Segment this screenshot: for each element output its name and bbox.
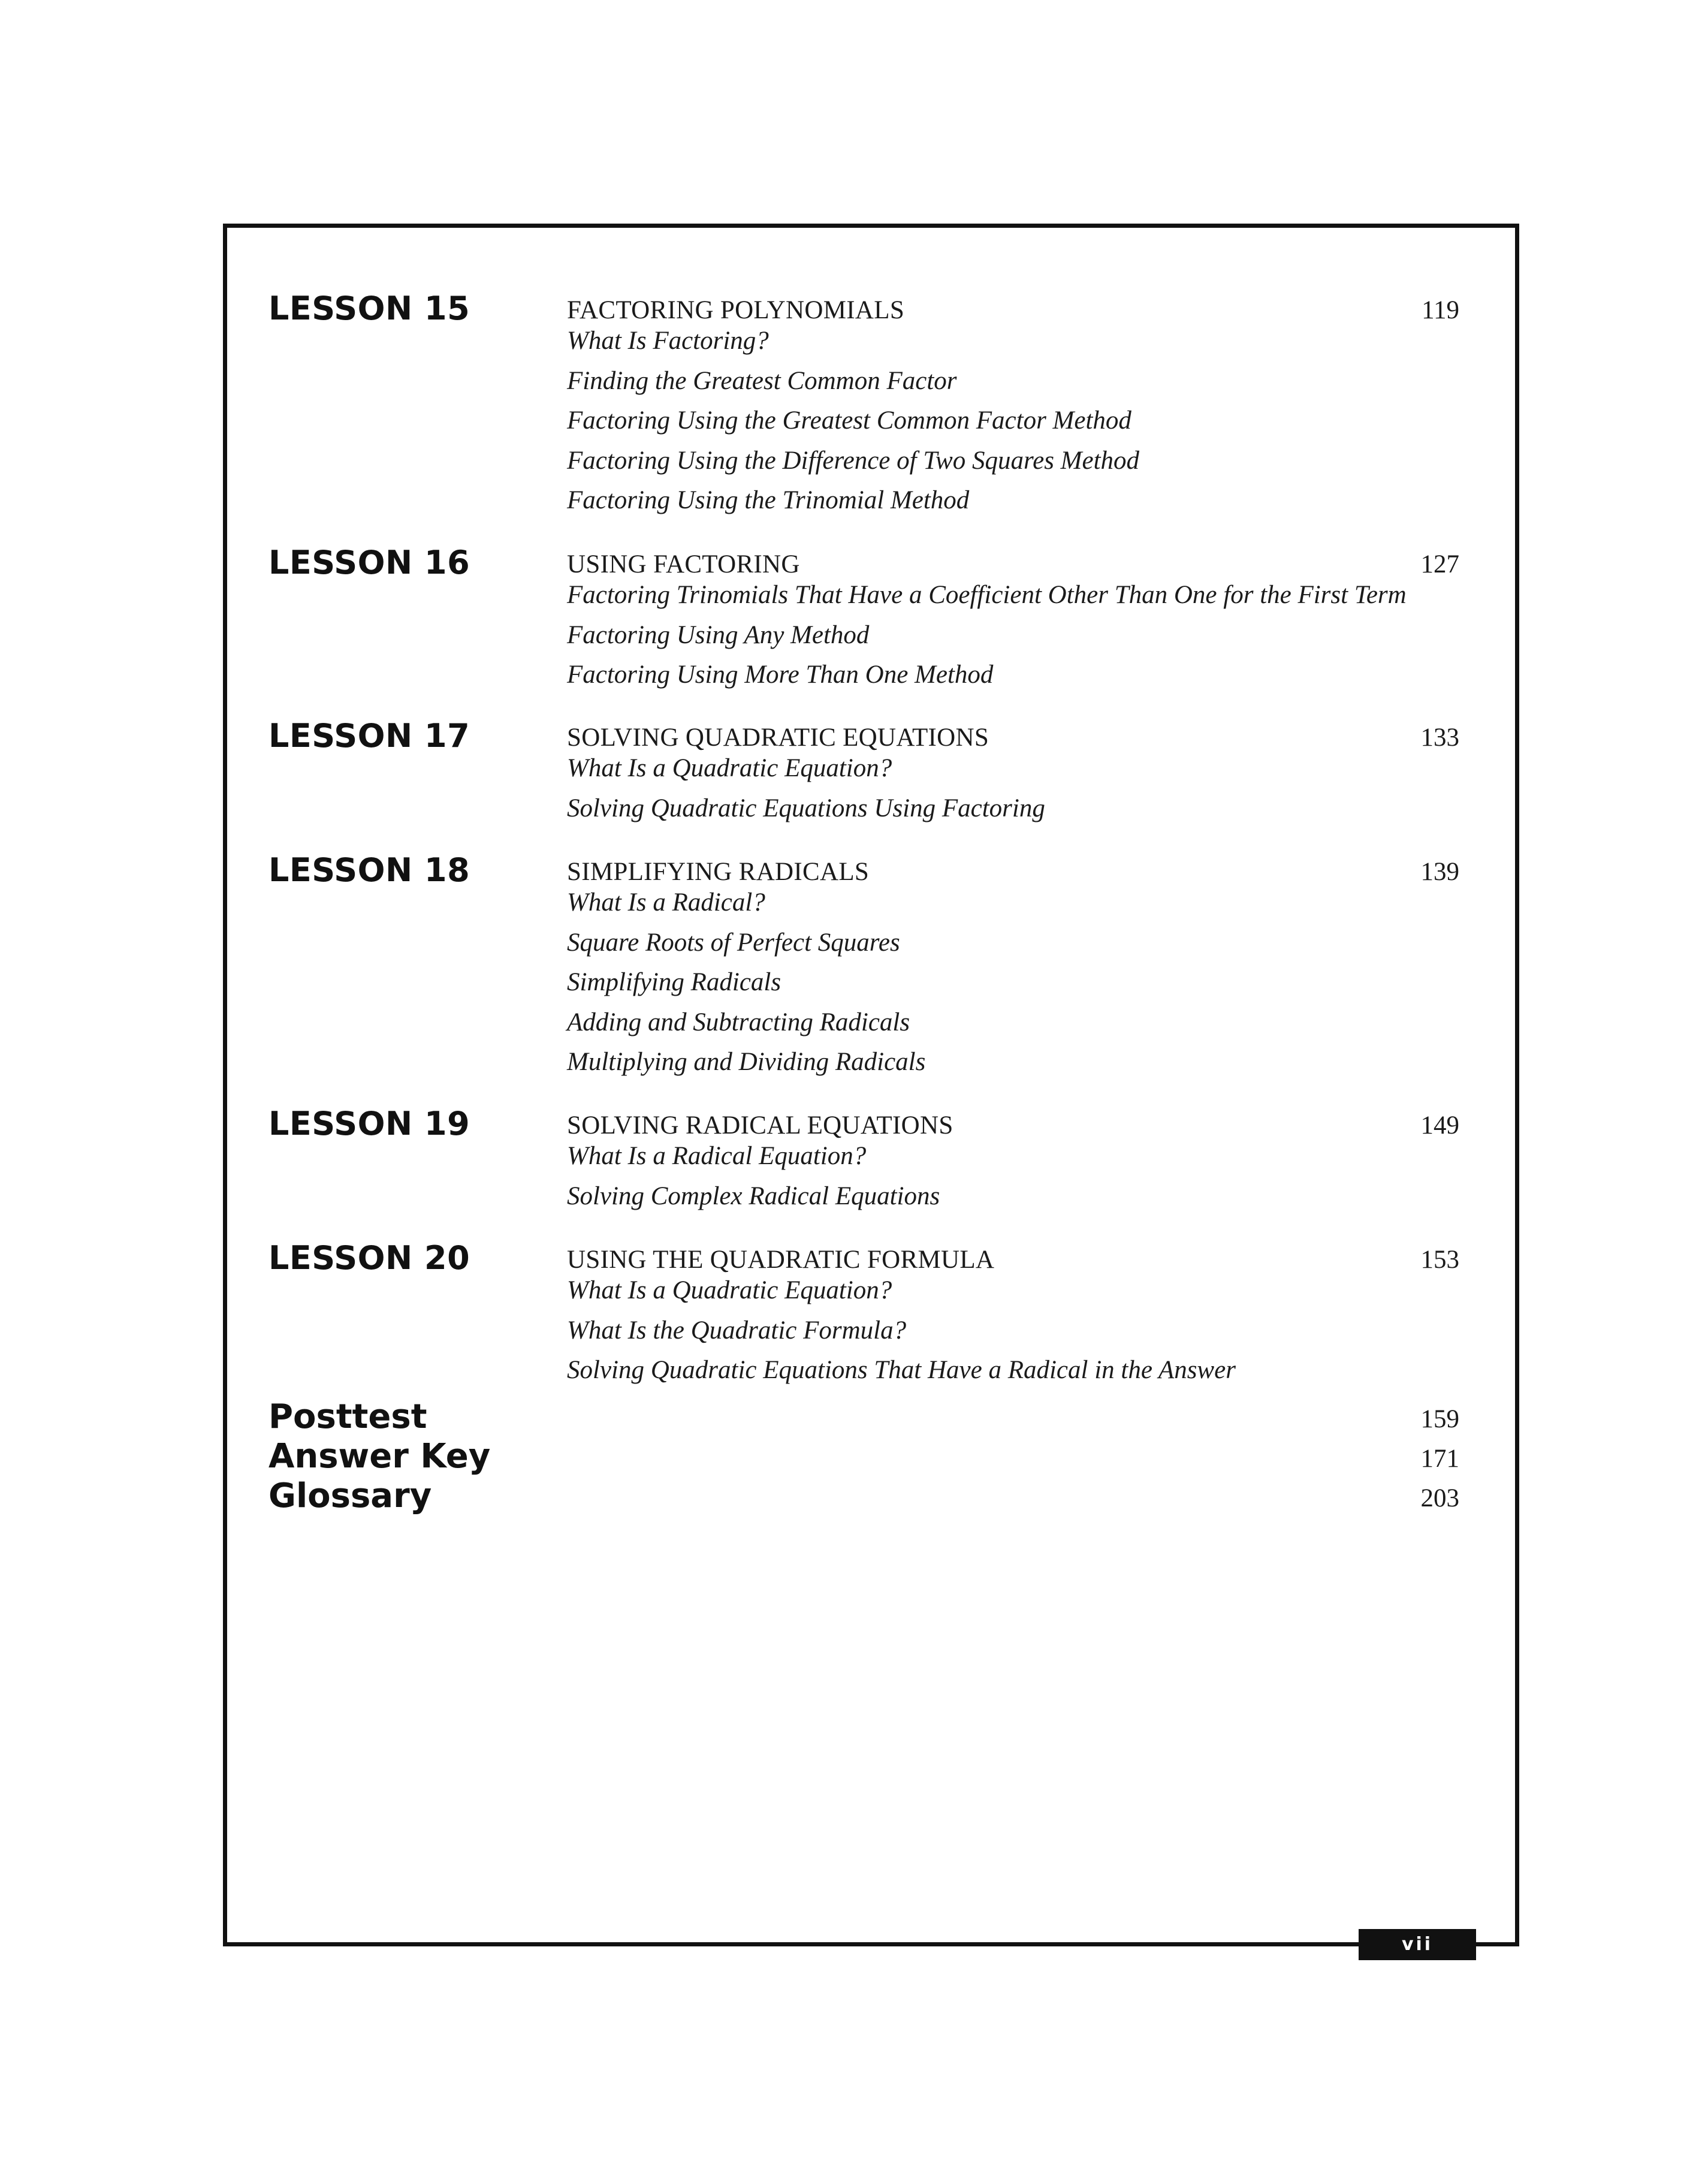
topic-item[interactable]: Solving Complex Radical Equations	[567, 1182, 940, 1210]
topic-item[interactable]: Multiplying and Dividing Radicals	[567, 1048, 926, 1076]
topic-item[interactable]: Solving Quadratic Equations That Have a Radical in the Answer	[567, 1356, 1236, 1384]
topic-item[interactable]: Solving Quadratic Equations Using Factoring	[567, 794, 1045, 822]
lesson-label: LESSON 17	[268, 717, 470, 755]
topic-item[interactable]: Factoring Trinomials That Have a Coefficient Other Than One for the First Term	[567, 581, 1407, 609]
topic-item[interactable]: What Is a Radical Equation?	[567, 1142, 867, 1170]
back-matter-label[interactable]: Posttest	[268, 1397, 427, 1436]
topic-list	[567, 1271, 1236, 1391]
topic-item[interactable]: Factoring Using the Difference of Two Squares Method	[567, 446, 1140, 475]
lesson-title[interactable]: SIMPLIFYING RADICALS	[567, 858, 870, 886]
lesson-label: LESSON 18	[268, 851, 470, 889]
topic-item[interactable]: Factoring Using More Than One Method	[567, 661, 994, 689]
topic-list	[567, 1137, 940, 1216]
lesson-title[interactable]: USING FACTORING	[567, 550, 800, 578]
topic-item[interactable]: Square Roots of Perfect Squares	[567, 928, 900, 957]
topic-item[interactable]: What Is the Quadratic Formula?	[567, 1316, 907, 1345]
topic-item[interactable]: Finding the Greatest Common Factor	[567, 366, 957, 395]
lesson-page-number: 139	[1420, 858, 1459, 886]
lesson-page-number: 127	[1420, 550, 1459, 578]
back-matter-label[interactable]: Answer Key	[268, 1437, 491, 1476]
lesson-title[interactable]: SOLVING RADICAL EQUATIONS	[567, 1111, 953, 1140]
topic-item[interactable]: Factoring Using the Greatest Common Factor Method	[567, 406, 1131, 435]
topic-item[interactable]: What Is a Quadratic Equation?	[567, 1276, 892, 1304]
topic-list	[567, 575, 1407, 695]
lesson-label: LESSON 20	[268, 1239, 470, 1277]
topic-item[interactable]: Adding and Subtracting Radicals	[567, 1008, 910, 1036]
lesson-page-number: 133	[1420, 724, 1459, 752]
topic-list	[567, 883, 925, 1083]
topic-item[interactable]: What Is Factoring?	[567, 327, 769, 355]
lesson-page-number: 153	[1420, 1246, 1459, 1274]
lesson-label: LESSON 19	[268, 1105, 470, 1143]
topic-list	[567, 321, 1139, 521]
lesson-title[interactable]: SOLVING QUADRATIC EQUATIONS	[567, 724, 989, 752]
topic-item[interactable]: Factoring Using Any Method	[567, 620, 870, 649]
lesson-page-number: 119	[1422, 296, 1459, 324]
lesson-title[interactable]: FACTORING POLYNOMIALS	[567, 296, 905, 324]
topic-item[interactable]: What Is a Radical?	[567, 888, 765, 917]
topic-item[interactable]: Factoring Using the Trinomial Method	[567, 486, 970, 514]
page-number-folio: vii	[1359, 1929, 1476, 1960]
lesson-page-number: 149	[1420, 1111, 1459, 1140]
topic-list	[567, 749, 1045, 828]
back-matter-page-number: 171	[1420, 1445, 1459, 1473]
back-matter-page-number: 159	[1420, 1405, 1459, 1433]
topic-item[interactable]: What Is a Quadratic Equation?	[567, 754, 892, 782]
lesson-title[interactable]: USING THE QUADRATIC FORMULA	[567, 1246, 995, 1274]
lesson-label: LESSON 15	[268, 290, 470, 327]
lesson-label: LESSON 16	[268, 544, 470, 581]
topic-item[interactable]: Simplifying Radicals	[567, 968, 781, 996]
back-matter-label[interactable]: Glossary	[268, 1476, 432, 1515]
back-matter-page-number: 203	[1420, 1484, 1459, 1512]
